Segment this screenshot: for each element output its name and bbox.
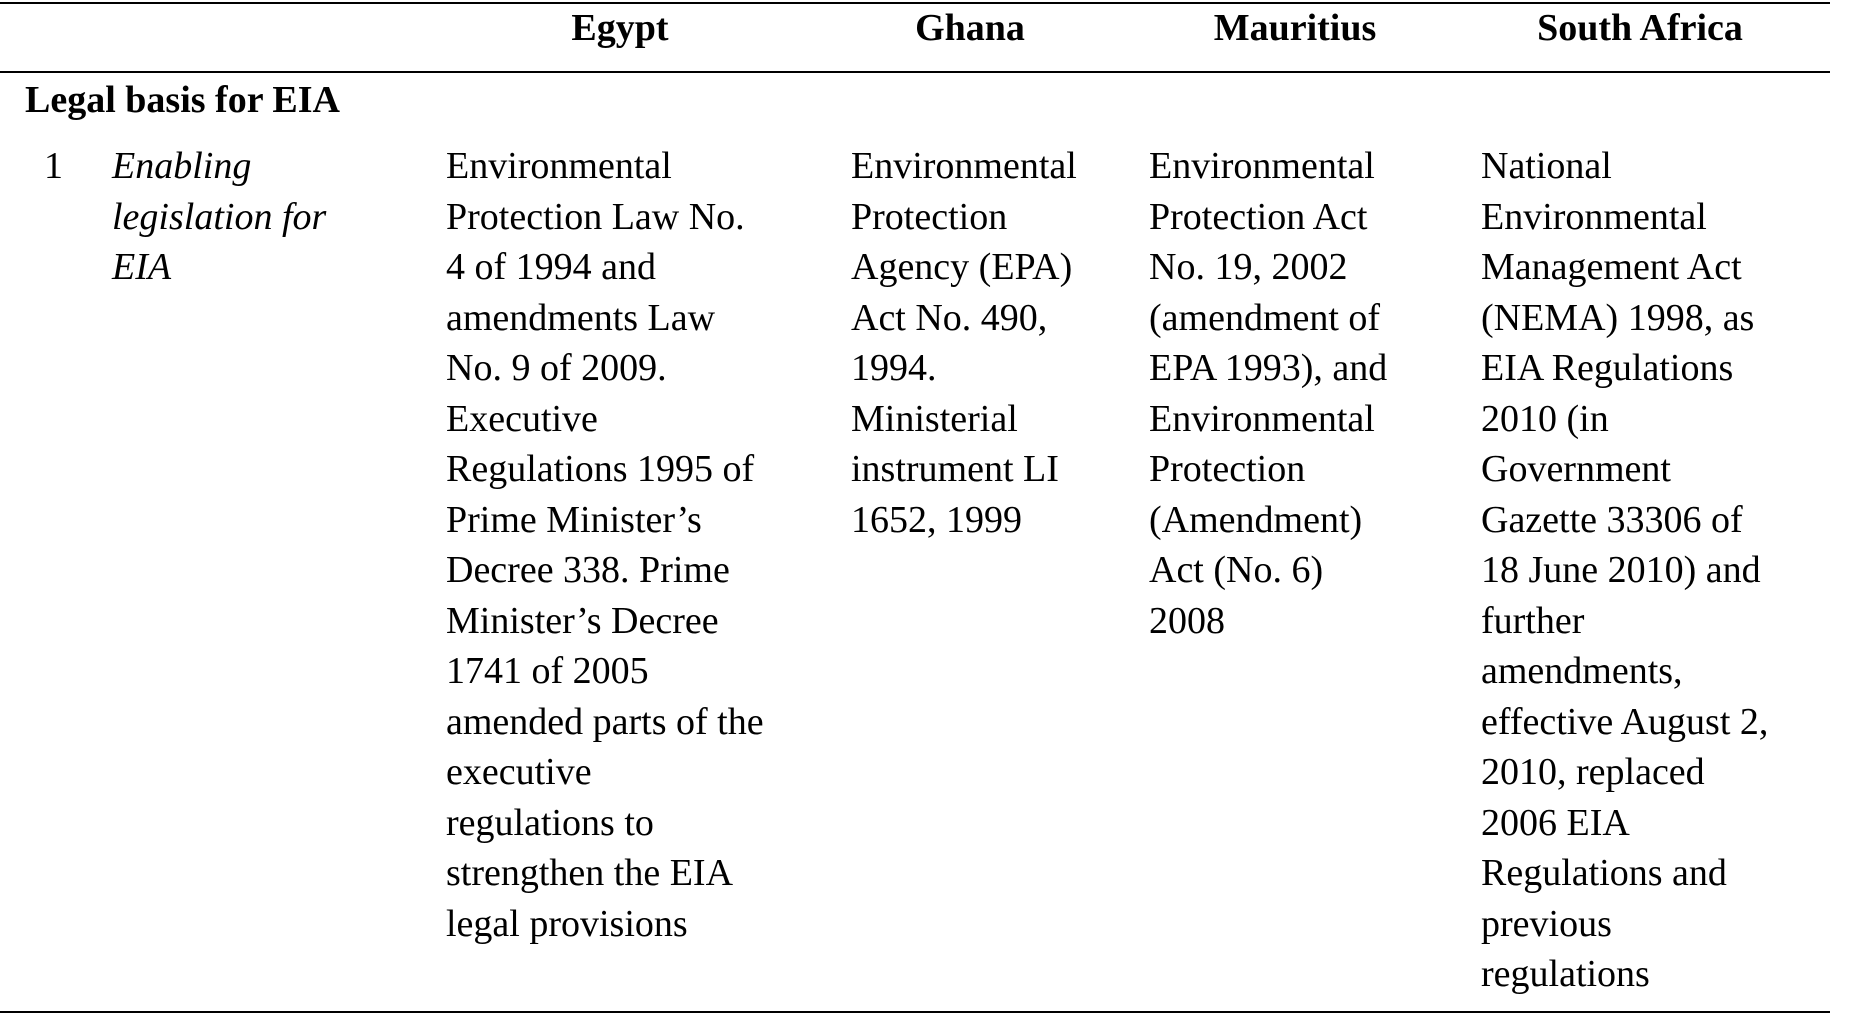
cell-text-line: (amendment of	[1149, 296, 1381, 339]
cell-text-line: Government	[1481, 448, 1671, 490]
cell-text-line: Decree 338. Prime	[446, 549, 730, 591]
cell-text-line: National	[1481, 145, 1612, 187]
row-label	[112, 141, 326, 293]
cell-text-line: Ministerial	[851, 397, 1018, 440]
column-header-mauritius: Mauritius	[1213, 7, 1377, 49]
cell-text-line: No. 9 of 2009.	[446, 347, 667, 389]
cell-text-line: 2010 (in	[1481, 397, 1609, 440]
cell-text-line: Act No. 490,	[851, 296, 1048, 339]
cell-text-line: Enabling	[112, 145, 252, 187]
cell-mauritius	[1149, 141, 1387, 646]
cell-text-line: Minister’s Decree	[446, 599, 719, 642]
cell-text-line: Protection	[851, 195, 1008, 238]
section-title: Legal basis for EIA	[25, 79, 340, 121]
cell-text-line: strengthen the EIA	[446, 852, 734, 894]
cell-text-line: Environmental	[1481, 195, 1707, 238]
cell-ghana	[851, 141, 1077, 545]
cell-text-line: 4 of 1994 and	[446, 246, 657, 288]
cell-text-line: Management Act	[1481, 246, 1742, 288]
cell-text-line: (Amendment)	[1149, 498, 1363, 541]
cell-text-line: Gazette 33306 of	[1481, 498, 1743, 541]
cell-text-line: 2006 EIA	[1481, 801, 1630, 844]
cell-text-line: regulations to	[446, 801, 654, 844]
cell-text-line: amendments Law	[446, 296, 716, 339]
cell-text-line: executive	[446, 751, 592, 793]
cell-text-line: Regulations 1995 of	[446, 448, 755, 490]
cell-text-line: Act (No. 6)	[1149, 549, 1324, 591]
cell-text-line: EPA 1993), and	[1149, 347, 1388, 389]
cell-text-line: Environmental	[1149, 397, 1375, 440]
cell-text-line: Regulations and	[1481, 852, 1727, 894]
row-number: 1	[44, 145, 63, 187]
cell-text-line: previous	[1481, 902, 1612, 945]
cell-text-line: 2008	[1149, 599, 1225, 642]
cell-text-line: 1652, 1999	[851, 498, 1022, 541]
cell-text-line: Protection	[1149, 448, 1306, 490]
cell-text-line: (NEMA) 1998, as	[1481, 296, 1755, 339]
cell-text-line: Protection Law No.	[446, 195, 745, 238]
cell-text-line: amended parts of the	[446, 700, 764, 743]
cell-text-line: Environmental	[851, 145, 1077, 187]
cell-text-line: 1741 of 2005	[446, 650, 649, 692]
column-header-ghana: Ghana	[915, 7, 1025, 49]
table-header-rule	[0, 71, 1830, 73]
cell-text-line: Environmental	[1149, 145, 1375, 187]
cell-text-line: further	[1481, 599, 1585, 642]
cell-text-line: Executive	[446, 397, 598, 440]
cell-text-line: EIA	[112, 246, 172, 288]
cell-text-line: regulations	[1481, 953, 1650, 995]
column-header-egypt: Egypt	[571, 7, 669, 49]
cell-text-line: 1994.	[851, 347, 937, 389]
cell-text-line: legal provisions	[446, 902, 688, 945]
cell-text-line: instrument LI	[851, 448, 1059, 490]
cell-south-africa	[1481, 141, 1768, 1000]
cell-text-line: amendments,	[1481, 650, 1683, 692]
cell-text-line: legislation for	[112, 195, 327, 238]
cell-text-line: Protection Act	[1149, 195, 1368, 238]
cell-text-line: EIA Regulations	[1481, 347, 1734, 389]
cell-text-line: Environmental	[446, 145, 672, 187]
cell-text-line: Prime Minister’s	[446, 498, 702, 541]
column-header-south-africa: South Africa	[1537, 7, 1743, 49]
cell-text-line: Agency (EPA)	[851, 246, 1073, 288]
cell-text-line: 2010, replaced	[1481, 751, 1705, 793]
cell-text-line: effective August 2,	[1481, 700, 1769, 743]
cell-egypt	[446, 141, 764, 949]
cell-text-line: 18 June 2010) and	[1481, 549, 1761, 591]
cell-text-line: No. 19, 2002	[1149, 246, 1348, 288]
